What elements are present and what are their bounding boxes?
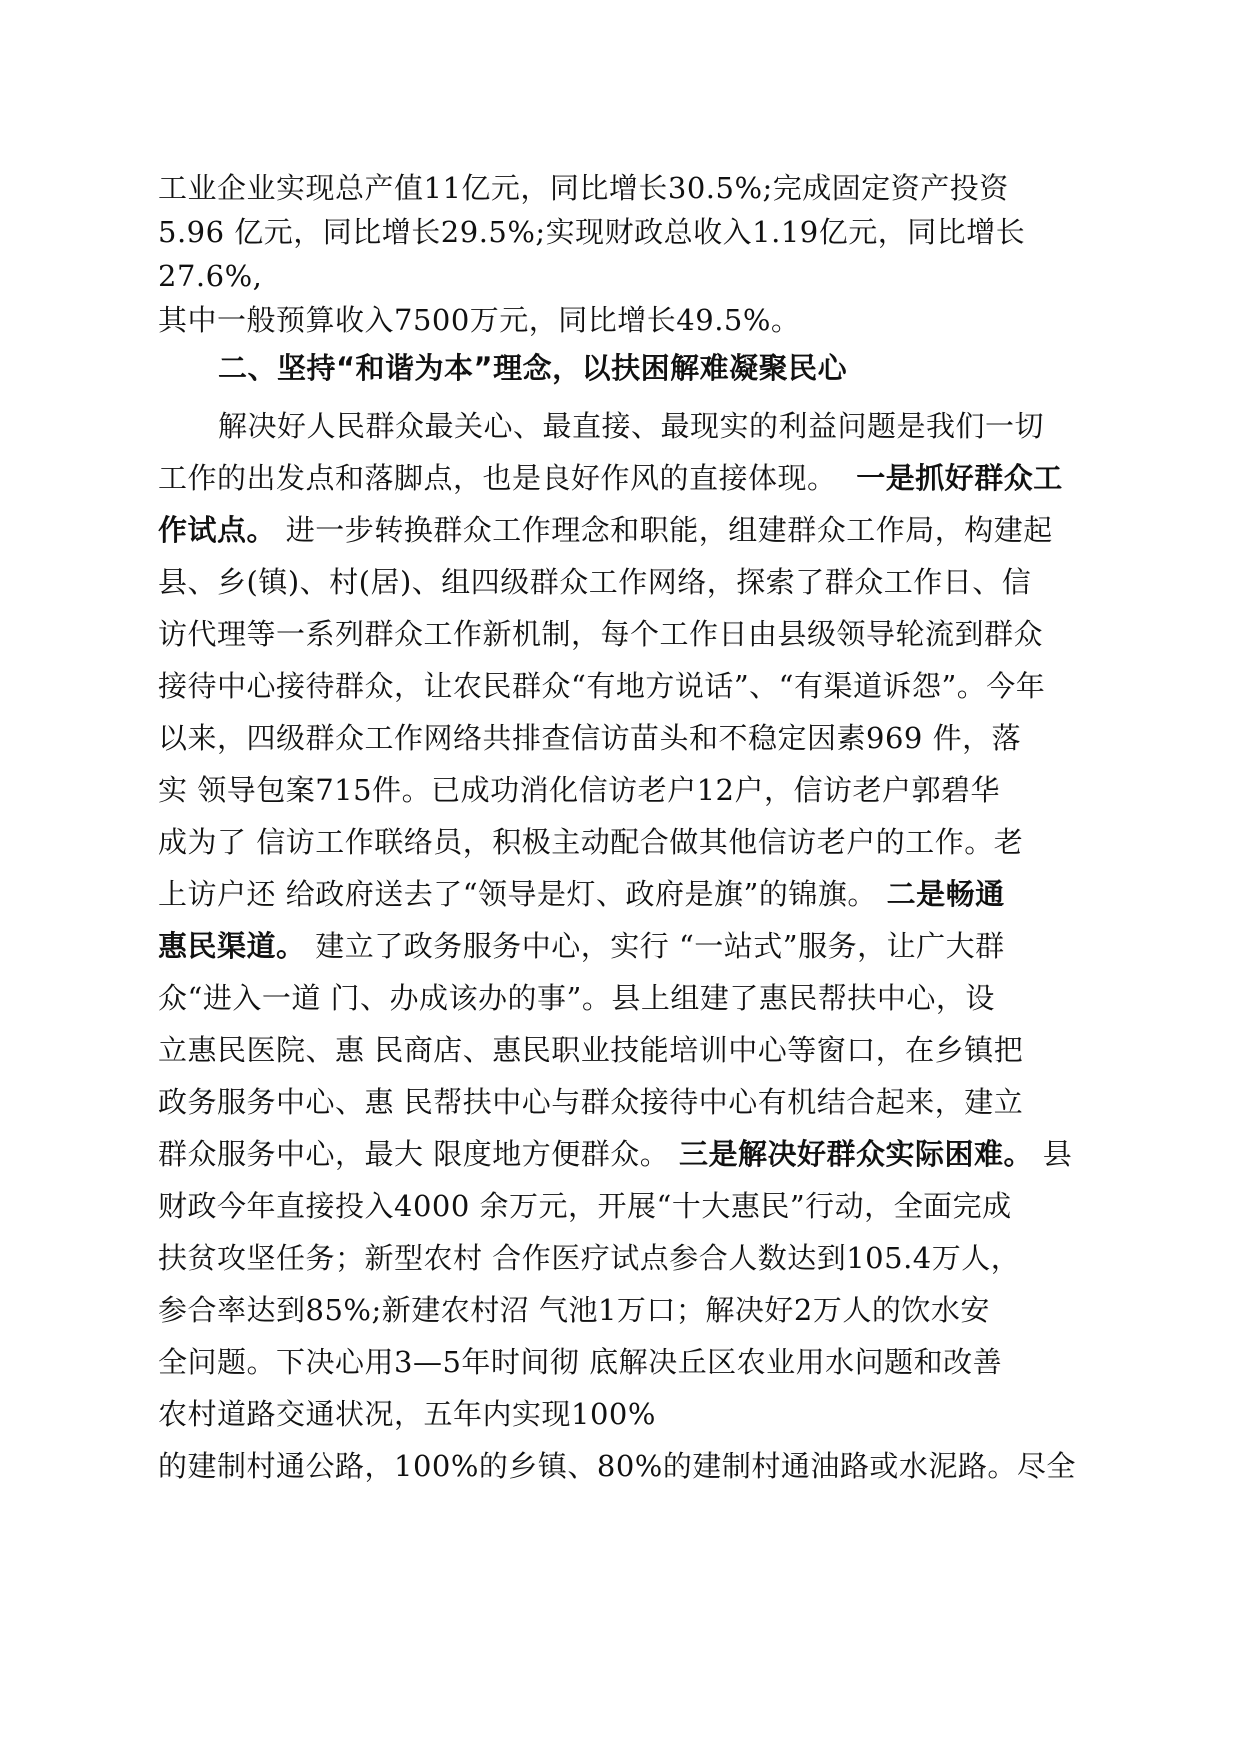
- text: 建立了政务服务中心，实行 “一站式”服务，让广大群: [315, 929, 1005, 963]
- bold-point-one: 一是抓好群众工: [856, 461, 1063, 495]
- paragraph-line: [158, 716, 1021, 760]
- paragraph-line: [158, 560, 1031, 604]
- paragraph-line: [158, 456, 1063, 500]
- paragraph-line: [158, 1340, 1002, 1384]
- text: 访代理等一系列群众工作新机制，每个工作日由县级领导轮流到群众: [158, 617, 1044, 651]
- paragraph-line: [158, 872, 1005, 916]
- paragraph-line: [158, 1288, 990, 1332]
- paragraph-line: [158, 1080, 1023, 1124]
- bold-point-three: 三是解决好群众实际困难。: [678, 1137, 1033, 1171]
- text: 接待中心接待群众，让农民群众“有地方说话”、“有渠道诉怨”。今年: [158, 669, 1046, 703]
- paragraph-line: [158, 1236, 1020, 1280]
- paragraph-line: [158, 768, 1000, 812]
- paragraph-line: [158, 1028, 1023, 1072]
- paragraph-line: [158, 254, 262, 298]
- text: 工业企业实现总产值11亿元，同比增长30.5%;完成固定资产投资: [158, 171, 1009, 205]
- paragraph-line: [158, 612, 1043, 656]
- paragraph-line: [158, 976, 995, 1020]
- section-heading: [218, 346, 847, 390]
- paragraph-line: [158, 924, 1005, 968]
- paragraph-line: [158, 1132, 1072, 1176]
- bold-point-two-cont: 惠民渠道。: [158, 929, 306, 963]
- text: 政务服务中心、惠 民帮扶中心与群众接待中心有机结合起来，建立: [158, 1085, 1024, 1119]
- text: 解决好人民群众最关心、最直接、最现实的利益问题是我们一切: [218, 409, 1045, 443]
- paragraph-line: [158, 298, 800, 342]
- text: 的建制村通公路，100%的乡镇、80%的建制村通油路或水泥路。尽全: [158, 1449, 1076, 1483]
- text: 县: [1042, 1137, 1073, 1171]
- text: 27.6%,: [158, 259, 263, 293]
- text: 农村道路交通状况，五年内实现100%: [158, 1397, 656, 1431]
- text: 立惠民医院、惠 民商店、惠民职业技能培训中心等窗口，在乡镇把: [158, 1033, 1024, 1067]
- text: 5.96 亿元，同比增长29.5%;实现财政总收入1.19亿元，同比增长: [158, 215, 1026, 249]
- text: 工作的出发点和落脚点，也是良好作风的直接体现。: [158, 461, 837, 495]
- paragraph-line: [158, 1184, 1012, 1228]
- paragraph-line: [158, 166, 1009, 210]
- paragraph-line: [158, 508, 1053, 552]
- text: 成为了 信访工作联络员，积极主动配合做其他信访老户的工作。老: [158, 825, 1024, 859]
- text: 扶贫攻坚任务；新型农村 合作医疗试点参合人数达到105.4万人，: [158, 1241, 1021, 1275]
- paragraph-line: [158, 1444, 1076, 1488]
- text: 进一步转换群众工作理念和职能，组建群众工作局，构建起: [285, 513, 1053, 547]
- text: 上访户还 给政府送去了“领导是灯、政府是旗”的锦旗。: [158, 877, 877, 911]
- bold-point-two: 二是畅通: [886, 877, 1005, 911]
- text: 众“进入一道 门、办成该办的事”。县上组建了惠民帮扶中心，设: [158, 981, 995, 1015]
- text: 其中一般预算收入7500万元，同比增长49.5%。: [158, 303, 801, 337]
- paragraph-line: [158, 820, 1023, 864]
- paragraph-line: [218, 404, 1044, 448]
- text: 全问题。下决心用3—5年时间彻 底解决丘区农业用水问题和改善: [158, 1345, 1003, 1379]
- text: 实 领导包案715件。已成功消化信访老户12户，信访老户郭碧华: [158, 773, 1000, 807]
- text: 财政今年直接投入4000 余万元，开展“十大惠民”行动，全面完成: [158, 1189, 1012, 1223]
- text: 参合率达到85%;新建农村沼 气池1万口；解决好2万人的饮水安: [158, 1293, 990, 1327]
- text: 以来，四级群众工作网络共排查信访苗头和不稳定因素969 件，落: [158, 721, 1022, 755]
- paragraph-line: [158, 1392, 656, 1436]
- paragraph-line: [158, 664, 1045, 708]
- paragraph-line: [158, 210, 1025, 254]
- bold-point-one-cont: 作试点。: [158, 513, 277, 547]
- text: 群众服务中心，最大 限度地方便群众。: [158, 1137, 670, 1171]
- heading-text: 二、坚持“和谐为本”理念，以扶困解难凝聚民心: [218, 351, 848, 385]
- text: 县、乡(镇)、村(居)、组四级群众工作网络，探索了群众工作日、信: [158, 565, 1032, 599]
